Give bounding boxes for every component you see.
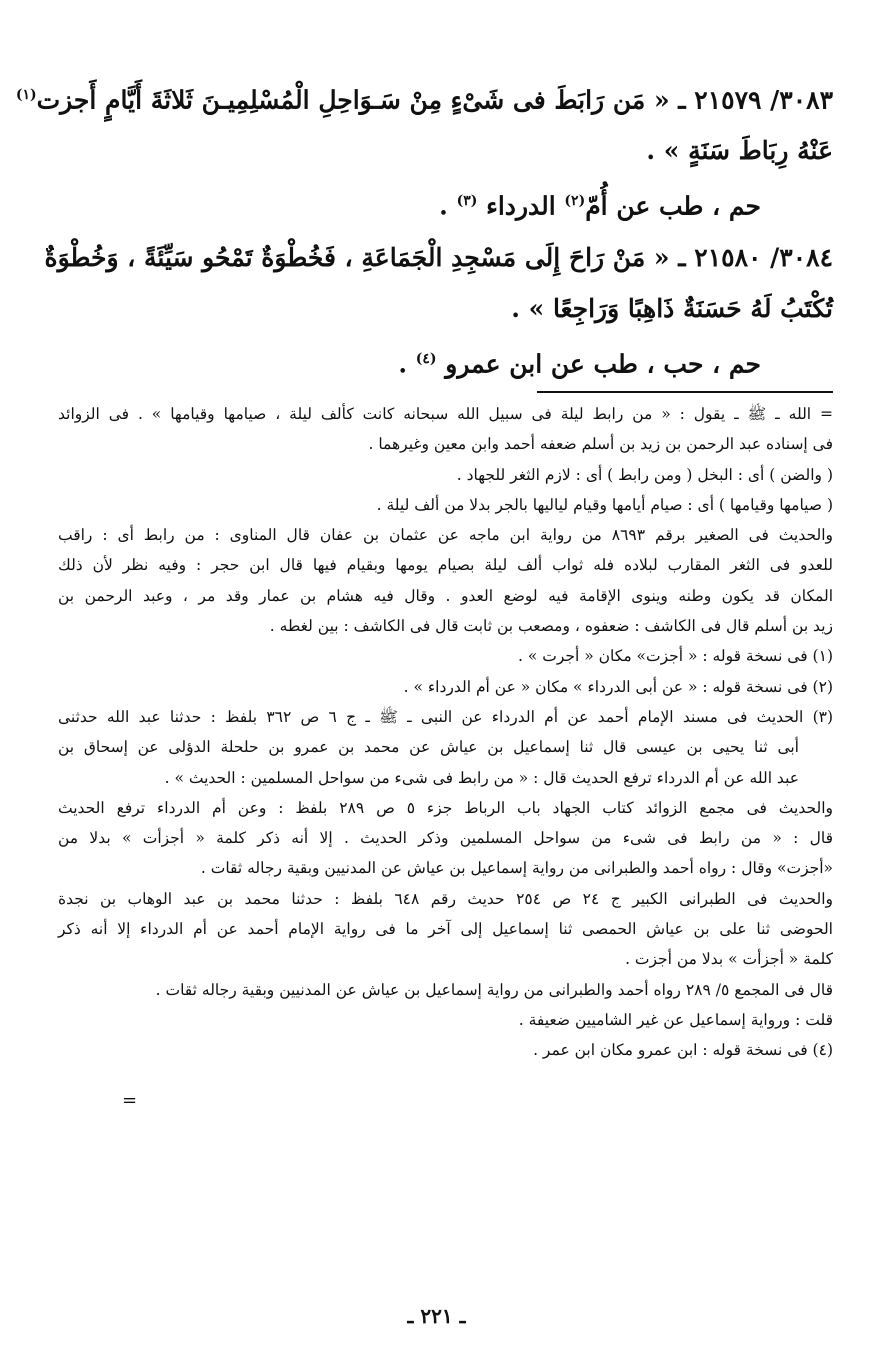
footnote-line: زيد بن أسلم قال فى الكاشف : ضعفوه ، ومصعب بن ثابت قال فى الكاشف : بين لغطه .: [269, 617, 833, 636]
hadith-3084-line-2: تُكْتَبُ لَهُ حَسَنَةٌ ذَاهِبًا وَرَاجِعًا » .: [511, 293, 833, 323]
footnote-line: والحديث فى الصغير برقم ٨٦٩٣ من رواية ابن ماجه عن عثمان بن عفان قال المناوى : من رابط أى : راقب: [58, 526, 833, 545]
footnote-line: ( صيامها وقيامها ) أى : صيام أيامها وقيام لياليها بالجر بدلا من ألف ليلة .: [376, 495, 833, 514]
source-text-3: .: [439, 191, 448, 221]
footnote-line: قال فى المجمع ٥/ ٢٨٩ رواه أحمد والطبرانى من رواية إسماعيل بن عياش عن المدنيين وبقية رجاله ثقات .: [155, 980, 833, 999]
source-text: حم ، حب ، طب عن ابن عمرو: [445, 348, 761, 378]
page-number: ـ ٢٢١ ـ: [407, 1304, 466, 1328]
footnote-2: (٢) فى نسخة قوله : « عن أبى الدرداء » مكان « عن أم الدرداء » .: [403, 677, 833, 696]
footnote-ref-4: (٤): [415, 350, 437, 367]
source-text-2: .: [398, 348, 408, 378]
hadith-3084-line-1: ٣٠٨٤/ ٢١٥٨٠ ـ « مَنْ رَاحَ إِلَى مَسْجِدِ الْجَمَاعَةِ ، فَخُطْوَةٌ تَمْحُو سَيِّئَةً ، وَخُطْوَةٌ: [44, 242, 833, 272]
footnote-line: «أجزت» وقال : رواه أحمد والطبرانى من رواية إسماعيل بن عياش عن المدنيين وبقية رجاله ثقات .: [200, 859, 833, 878]
footnote-line: ( والضن ) أى : البخل ( ومن رابط ) أى : لازم الثغر للجهاد .: [456, 465, 833, 484]
footnote-line: المكان قد يكون وطنه وينوى الإقامة فيه لوضع العدو . وقال فيه هشام بن عمار وقد مر ، وعبد الرحمن بن: [58, 586, 833, 605]
footnote-separator: [537, 391, 833, 393]
hadith-3083-line-2: عَنْهُ رِبَاطَ سَنَةٍ » .: [646, 136, 833, 166]
footnote-line: عبد الله عن أم الدرداء ترفع الحديث قال : « من رابط فى شىء من سواحل المسلمين : الحديث » .: [164, 768, 799, 787]
footnote-ref-1: (١): [15, 87, 37, 103]
footnote-ref-3: (٣): [456, 193, 478, 210]
source-text: حم ، طب عن أُمّ: [585, 191, 761, 221]
footnotes: [58, 404, 833, 1071]
footnote-3: (٣) الحديث فى مسند الإمام أحمد عن أم الدرداء عن النبى ـ ﷺ ـ ج ٦ ص ٣٦٢ بلفظ : حدثنا عبد الله حدثنى: [58, 707, 834, 726]
footnote-line: فى إسناده عبد الرحمن بن زيد بن أسلم ضعفه أحمد وابن معين وغيرهما .: [368, 435, 833, 454]
hadith-3083-source: [60, 186, 833, 221]
hadith-3083-line-1: [15, 80, 833, 115]
footnote-4: (٤) فى نسخة قوله : ابن عمرو مكان ابن عمر .: [533, 1041, 833, 1060]
continuation-mark: =: [122, 1090, 138, 1111]
hadith-3084-source: [60, 344, 833, 379]
footnote-line: أبى ثنا يحيى بن عيسى قال ثنا إسماعيل بن عياش عن محمد بن عمرو بن حلحلة الدؤلى عن إسحاق بن: [58, 738, 799, 757]
footnote-ref-2: (٢): [564, 193, 586, 210]
footnote-line: قلت : ورواية إسماعيل عن غير الشاميين ضعيفة .: [518, 1010, 833, 1029]
footnote-line: للعدو فى الثغر المقارب لبلاده فله ثواب ألف ليلة بصيام يومها وبقيام فيها قال ابن حجر : وفيه نظر لأن ذلك: [58, 556, 833, 575]
hadith-text: [15, 80, 833, 399]
footnote-line: والحديث فى مجمع الزوائد كتاب الجهاد باب الرباط جزء ٥ ص ٢٨٩ بلفظ : وعن أم الدرداء ترفع الحديث: [58, 798, 833, 817]
source-text-2: الدرداء: [486, 191, 556, 221]
footnote-line: كلمة « أجزأت » بدلا من أجزت .: [625, 950, 833, 969]
footnote-line: الحوضى ثنا على بن عياش الحمصى ثنا إسماعيل إلى آخر ما فى رواية الإمام أحمد عن أم الدرداء إلا أنه ذكر: [58, 920, 833, 939]
footnote-1: (١) فى نسخة قوله : « أجزت» مكان « أجرت » .: [518, 647, 833, 666]
footnote-line: = الله ـ ﷺ ـ يقول : « من رابط ليلة فى سبيل الله سبحانه كانت كألف ليلة ، صيامها وقيامها » . فى الزوائد: [58, 405, 833, 423]
hadith-text-span: ٣٠٨٣/ ٢١٥٧٩ ـ « مَن رَابَطَ فى شَىْءٍ مِنْ سَـوَاحِلِ الْمُسْلِمِيـنَ ثَلاثَةَ أَيَّامٍ أَجزت: [36, 85, 833, 115]
footnote-line: قال : « من رابط فى شىء من سواحل المسلمين وذكر الحديث . إلا أنه ذكر كلمة « أجزأت » بدلا من: [58, 829, 833, 848]
footnote-line: والحديث فى الطبرانى الكبير ج ٢٤ ص ٢٥٤ حديث رقم ٦٤٨ بلفظ : حدثنا محمد بن عبد الوهاب بن نجدة: [58, 889, 834, 908]
